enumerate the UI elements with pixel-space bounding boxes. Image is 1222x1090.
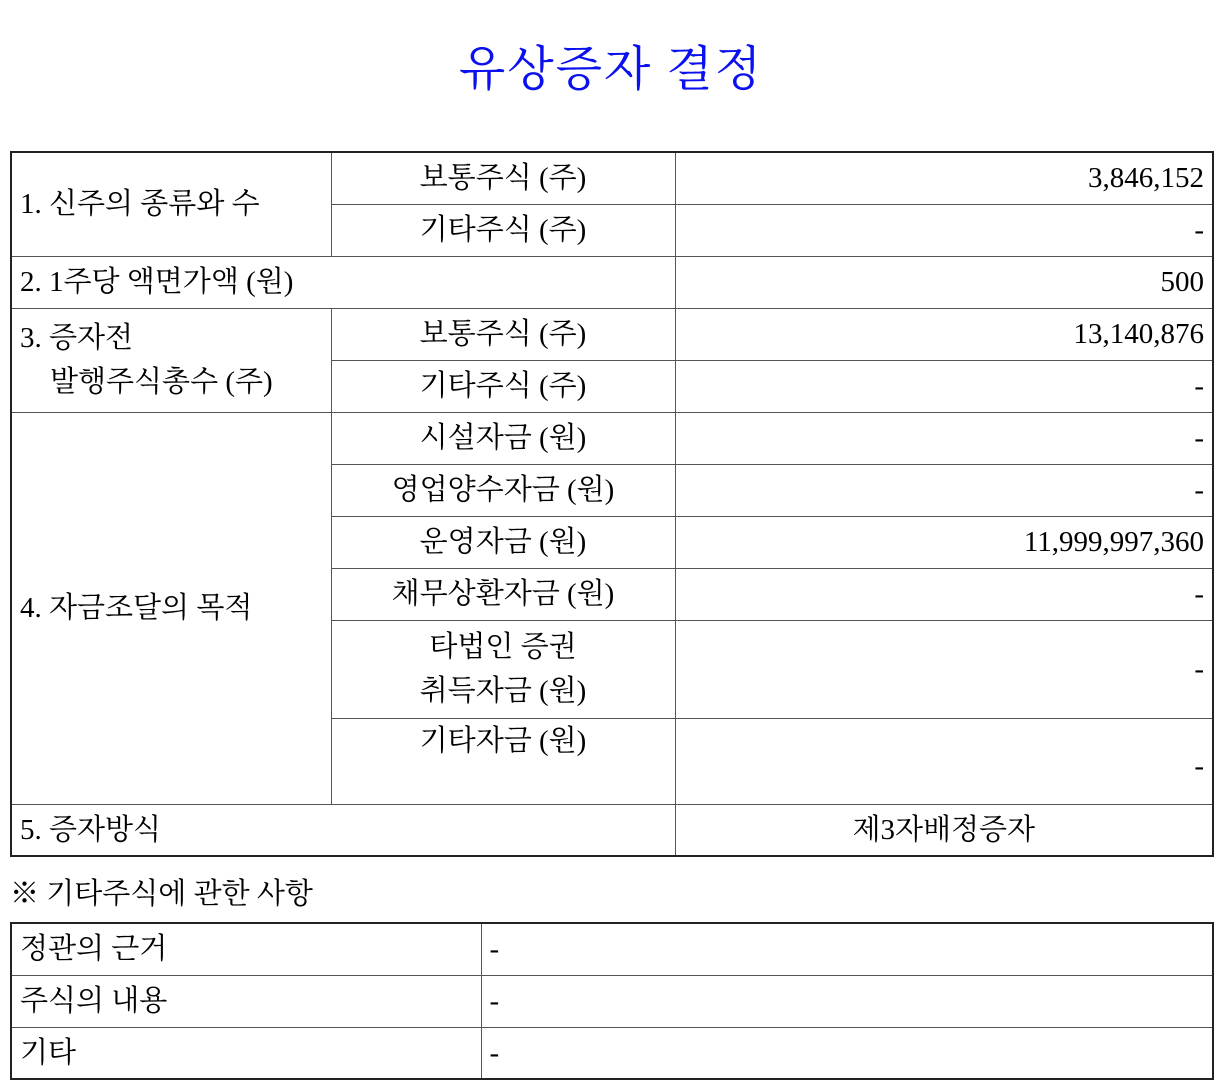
acquisition-funds-value: -: [675, 464, 1213, 516]
new-other-shares-value: -: [675, 204, 1213, 256]
before-other-shares-value: -: [675, 360, 1213, 412]
debt-repayment-funds-value: -: [675, 568, 1213, 620]
share-content-value: -: [481, 975, 1213, 1027]
rights-offering-table: [10, 151, 1214, 857]
before-common-shares-value: 13,140,876: [675, 308, 1213, 360]
articles-basis-value: -: [481, 923, 1213, 975]
before-common-shares-label: 보통주식 (주): [331, 308, 675, 360]
operating-funds-label: 운영자금 (원): [331, 516, 675, 568]
new-common-shares-value: 3,846,152: [675, 152, 1213, 204]
securities-acquisition-funds-label: [331, 620, 675, 718]
other-label: 기타: [11, 1027, 481, 1079]
securities-label-line2: 취득자금 (원): [419, 675, 587, 707]
new-common-shares-label: 보통주식 (주): [331, 152, 675, 204]
par-value-label: 2. 1주당 액면가액 (원): [11, 256, 675, 308]
operating-funds-value: 11,999,997,360: [675, 516, 1213, 568]
shares-before-label-line1: 3. 증자전: [20, 322, 134, 354]
shares-before-label: [11, 308, 331, 412]
funding-purpose-label: 4. 자금조달의 목적: [11, 412, 331, 804]
before-other-shares-label: 기타주식 (주): [331, 360, 675, 412]
facility-funds-value: -: [675, 412, 1213, 464]
new-shares-label: 1. 신주의 종류와 수: [11, 152, 331, 256]
facility-funds-label: 시설자금 (원): [331, 412, 675, 464]
shares-before-label-line2: 발행주식총수 (주): [50, 366, 273, 398]
other-funds-label: 기타자금 (원): [331, 718, 675, 804]
other-funds-value: -: [675, 718, 1213, 804]
new-other-shares-label: 기타주식 (주): [331, 204, 675, 256]
page-title: 유상증자 결정: [458, 43, 764, 96]
share-content-label: 주식의 내용: [11, 975, 481, 1027]
other-value: -: [481, 1027, 1213, 1079]
securities-label-line1: 타법인 증권: [429, 631, 577, 663]
securities-acquisition-funds-value: -: [675, 620, 1213, 718]
other-shares-table: [10, 922, 1214, 1080]
acquisition-funds-label: 영업양수자금 (원): [331, 464, 675, 516]
debt-repayment-funds-label: 채무상환자금 (원): [331, 568, 675, 620]
par-value-value: 500: [675, 256, 1213, 308]
articles-basis-label: 정관의 근거: [11, 923, 481, 975]
offering-method-label: 5. 증자방식: [11, 804, 675, 856]
offering-method-value: 제3자배정증자: [675, 804, 1213, 856]
other-shares-note: ※ 기타주식에 관한 사항: [10, 878, 313, 910]
